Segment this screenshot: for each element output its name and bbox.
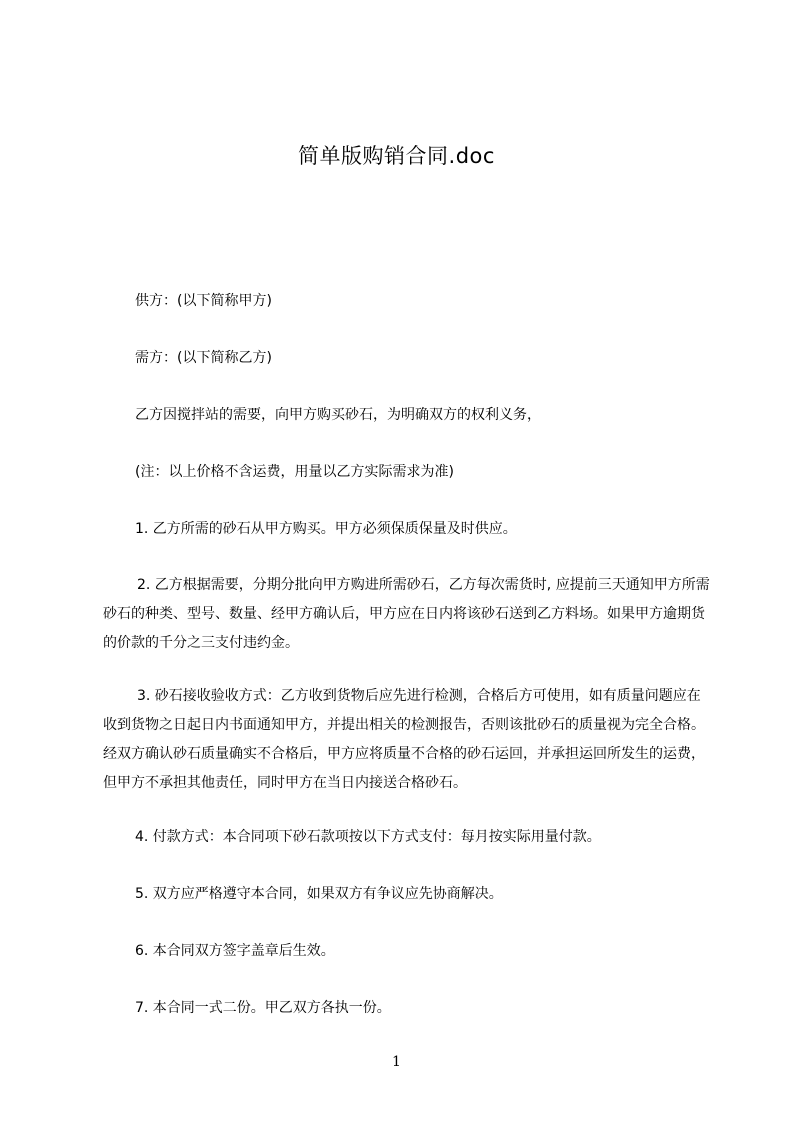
document-title: 简单版购销合同.doc	[298, 144, 495, 168]
clause-7: 7. 本合同一式二份。甲乙双方各执一份。	[135, 1000, 391, 1016]
supplier-line: 供方：(以下简称甲方)	[135, 293, 272, 309]
price-note: (注：以上价格不含运费，用量以乙方实际需求为准)	[135, 464, 454, 480]
clause-6: 6. 本合同双方签字盖章后生效。	[135, 943, 335, 959]
clause-2: 2. 乙方根据需要，分期分批向甲方购进所需砂石，乙方每次需货时, 应提前三天通知甲方所需砂石的种类、型号、数量、经甲方确认后，甲方应在日内将该砂石送到乙方料场。如果甲方逾期货的价款的千分之三支付违约金。	[103, 577, 710, 651]
document-body	[103, 286, 711, 1050]
clause-5: 5. 双方应严格遵守本合同，如果双方有争议应先协商解决。	[135, 886, 503, 902]
purpose-paragraph: 乙方因搅拌站的需要，向甲方购买砂石，为明确双方的权利义务，	[135, 407, 541, 423]
clause-4: 4. 付款方式：本合同项下砂石款项按以下方式支付：每月按实际用量付款。	[135, 829, 601, 845]
clause-3: 3. 砂石接收验收方式：乙方收到货物后应先进行检测，合格后方可使用，如有质量问题应在收到货物之日起日内书面通知甲方，并提出相关的检测报告，否则该批砂石的质量视为完全合格。经双方确认砂石质量确实不合格后，甲方应将质量不合格的砂石运回，并承担运回所发生的运费，但甲方不承担其他责任，同时甲方在当日内接送合格砂石。	[103, 688, 705, 791]
clause-1: 1. 乙方所需的砂石从甲方购买。甲方必须保质保量及时供应。	[135, 521, 517, 537]
buyer-line: 需方：(以下简称乙方)	[135, 350, 272, 366]
page-number: 1	[392, 1054, 401, 1070]
